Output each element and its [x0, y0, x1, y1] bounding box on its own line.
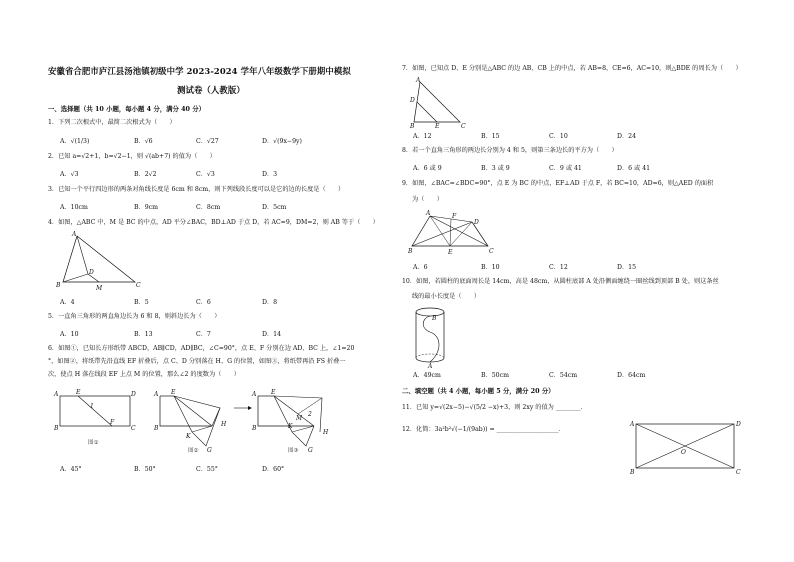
- question-6-figures: [52, 386, 352, 456]
- question-9-option-b: B．10: [481, 264, 500, 271]
- rect-label-a: A: [630, 421, 635, 428]
- question-6-line1: 6．如图①，已知长方形纸带 ABCD，AB∥CD，AD∥BC，∠C=90°，点 E、F 分别在边 AD、BC 上，∠1=20: [48, 345, 355, 352]
- q9-label-c: C: [489, 248, 494, 255]
- rectangle-diagonals-figure: [630, 418, 742, 474]
- q6-fig3-label-n: K: [288, 423, 293, 430]
- q6-fig2-label-e: E: [171, 389, 176, 396]
- q6-fig1-label-c: C: [131, 425, 136, 432]
- q6-fig3-label-a: A: [252, 391, 257, 398]
- question-1-stem: 1．下列二次根式中，最简二次根式为（ ）: [48, 119, 176, 126]
- question-10-cylinder-figure: [412, 306, 452, 370]
- q6-fig1-label-b: B: [54, 425, 59, 432]
- q6-fig3-label-m: M: [296, 415, 303, 422]
- section-fill-heading: 二、填空题（共 4 小题，每小题 5 分，满分 20 分）: [402, 387, 555, 395]
- question-10-option-a: A．49cm: [413, 372, 441, 379]
- question-5-option-d: D．14: [262, 331, 282, 338]
- q9-label-d: D: [474, 219, 479, 226]
- question-5-option-a: A．10: [60, 331, 79, 338]
- question-6-line3: 次，使点 H 落在线段 EF 上点 M 的位置，那么∠2 的度数为（ ）: [48, 371, 240, 378]
- question-3-stem: 3．已知一个平行四边形的两条对角线长度是 6cm 和 8cm，则下列线段长度可以是它的边的长度是（ ）: [48, 186, 345, 193]
- question-6-option-a: A．45°: [60, 466, 82, 473]
- question-5-option-c: C．7: [196, 331, 211, 338]
- question-4-option-b: B．5: [134, 299, 149, 306]
- question-2-option-b: B．2√2: [134, 171, 157, 178]
- question-6-line2: °，如图②，将纸带先沿直线 EF 折叠后，点 C、D 分别落在 H、G 的位置，如图③，将纸带再沿 FS 折叠一: [48, 358, 346, 365]
- question-9-option-a: A．6: [413, 264, 428, 271]
- question-4-option-d: D．8: [262, 299, 278, 306]
- question-8-option-c: C．9 或 41: [549, 165, 582, 172]
- q6-fig2-label-a: A: [154, 391, 159, 398]
- q9-label-b: B: [408, 248, 413, 255]
- q7-label-c: C: [461, 123, 466, 130]
- q6-fig1-label-f: F: [110, 419, 115, 426]
- q6-caption-3: 图③: [288, 448, 299, 454]
- question-7-option-b: B．15: [481, 133, 500, 140]
- question-10-option-c: C．54cm: [549, 372, 578, 379]
- question-8-option-d: D．6 或 41: [617, 165, 651, 172]
- q4-label-b: B: [56, 282, 61, 289]
- q6-fig1-label-1: 1: [90, 403, 94, 410]
- question-8-stem: 8．若一个直角三角形的两边长分别为 4 和 5，则第三条边长的平方为（ ）: [402, 147, 618, 154]
- question-2-option-a: A．√3: [60, 171, 79, 178]
- question-1-option-c: C．√27: [196, 138, 219, 145]
- question-2-stem: 2．已知 a=√2+1，b=√2−1，则 √(ab+7) 的值为（ ）: [48, 153, 216, 160]
- question-1-option-b: B．√6: [134, 138, 153, 145]
- question-10-line1: 10．如图，若圆柱的底面周长是 14cm，高是 48cm，从圆柱底部 A 处沿侧面缠绕一圈丝线到顶部 B 处，则这条丝: [402, 278, 719, 285]
- question-5-option-b: B．13: [134, 331, 153, 338]
- question-6-option-d: D．60°: [262, 466, 285, 473]
- question-1-option-d: D．√(9x−9y): [262, 138, 302, 145]
- q10-label-a: A: [428, 363, 433, 370]
- question-4-option-c: C．6: [196, 299, 211, 306]
- q7-label-a: A: [416, 77, 421, 84]
- q6-fig3-label-2: 2: [308, 411, 312, 418]
- question-3-option-c: C．8cm: [196, 204, 221, 211]
- rect-label-b: B: [630, 469, 635, 476]
- q6-fig2-label-b: B: [154, 425, 159, 432]
- question-4-figure: [55, 232, 145, 292]
- question-6-option-b: B．50°: [134, 466, 156, 473]
- question-8-option-a: A．6 或 9: [413, 165, 442, 172]
- question-3-option-d: D．5cm: [262, 204, 287, 211]
- q4-label-a: A: [72, 231, 77, 238]
- q6-fig1-label-d: D: [131, 391, 136, 398]
- question-10-option-b: B．50cm: [481, 372, 509, 379]
- question-7-option-a: A．12: [413, 133, 432, 140]
- question-9-option-c: C．12: [549, 264, 568, 271]
- q6-fig2-label-h: H: [221, 421, 227, 428]
- question-9-figure: [408, 208, 498, 258]
- page-title-line2: 测试卷（人教版）: [177, 85, 245, 95]
- question-9-option-d: D．15: [617, 264, 637, 271]
- question-7-figure: [410, 78, 470, 128]
- q7-label-b: B: [410, 123, 415, 130]
- q6-fig3-label-h: H: [323, 429, 329, 436]
- q6-fig3-label-e: E: [271, 389, 276, 396]
- q4-label-d: D: [89, 269, 94, 276]
- question-3-option-a: A．10cm: [60, 204, 88, 211]
- question-11-stem: 11．已知 y=√(2x−5)−√(5/2 −x)+3，则 2xy 的值为 ________．: [402, 404, 587, 411]
- q6-fig2-label-g: G: [207, 447, 212, 454]
- q6-caption-2: 图②: [188, 448, 199, 454]
- rect-label-c: C: [736, 469, 741, 476]
- question-3-option-b: B．9cm: [134, 204, 159, 211]
- question-5-stem: 5．一直角三角形的两直角边长为 6 和 8，则斜边长为（ ）: [48, 313, 221, 320]
- question-6-option-c: C．55°: [196, 466, 218, 473]
- question-9-line2: 为（ ）: [412, 196, 443, 203]
- question-10-line2: 线的最小长度是（ ）: [412, 293, 481, 300]
- q6-fig3-label-b: B: [252, 425, 257, 432]
- q9-label-e: E: [448, 249, 453, 256]
- page-title-line1: 安徽省合肥市庐江县汤池镇初级中学 2023-2024 学年八年级数学下册期中模拟: [48, 66, 351, 76]
- q9-label-a: A: [426, 210, 431, 217]
- q6-fig3-label-g: G: [308, 447, 313, 454]
- q4-label-c: C: [136, 282, 141, 289]
- question-2-option-d: D．3: [262, 171, 278, 178]
- q6-fig2-label-k: K: [186, 433, 191, 440]
- q6-fig1-label-a: A: [54, 391, 59, 398]
- question-10-option-d: D．64cm: [617, 372, 646, 379]
- section-choice-heading: 一、选择题（共 10 小题，每小题 4 分，满分 40 分）: [48, 105, 206, 113]
- question-7-option-d: D．24: [617, 133, 637, 140]
- q10-label-b: B: [432, 315, 437, 322]
- question-2-option-c: C．√3: [196, 171, 215, 178]
- question-1-option-a: A．√(1/3): [60, 138, 90, 145]
- question-7-stem: 7．如图，已知点 D、E 分别是△ABC 的边 AB、CB 上的中点，若 AB=8，CE=6，AC=10，则△BDE 的周长为（ ）: [402, 65, 742, 72]
- q6-fig1-label-e: E: [76, 389, 81, 396]
- q6-caption-1: 图①: [88, 440, 99, 446]
- question-4-option-a: A．4: [60, 299, 75, 306]
- question-12-stem: 12．化简：3a²b²√(−1/(9ab)) = ____________________．: [402, 426, 565, 433]
- question-7-option-c: C．10: [549, 133, 568, 140]
- q4-label-m: M: [96, 285, 103, 292]
- q7-label-e: E: [435, 123, 440, 130]
- question-4-stem: 4．如图，△ABC 中，M 是 BC 的中点，AD 平分∠BAC，BD⊥AD 于点 D，若 AC=9，DM=2，则 AB 等于（ ）: [48, 219, 379, 226]
- q9-label-f: F: [452, 213, 457, 220]
- question-9-line1: 9．如图，∠BAC=∠BDC=90°，点 E 为 BC 的中点，EF⊥AD 于点 F，若 BC=10，AD=6，则△AED 的面积: [402, 180, 714, 187]
- question-8-option-b: B．3 或 9: [481, 165, 510, 172]
- rect-label-o: O: [681, 449, 686, 456]
- rect-label-d: D: [736, 421, 741, 428]
- q7-label-d: D: [410, 97, 415, 104]
